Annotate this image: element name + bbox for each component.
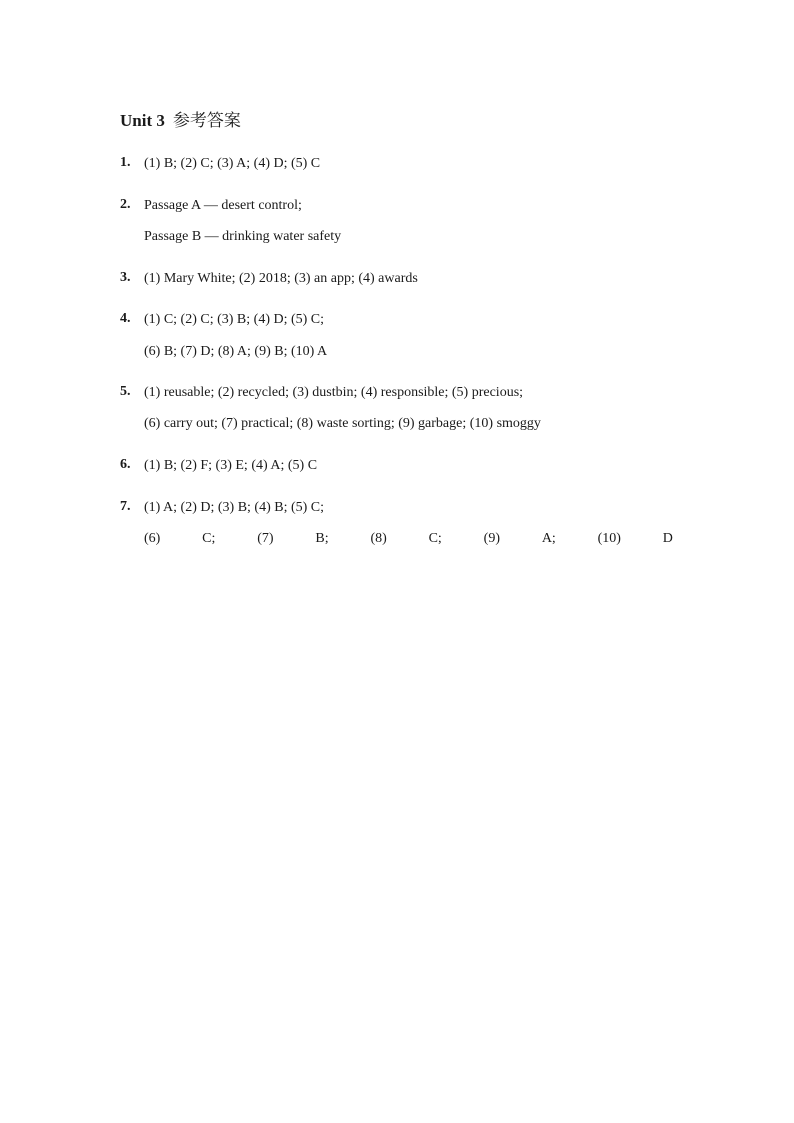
answer-token: D: [662, 531, 673, 546]
answer-line: (1) reusable; (2) recycled; (3) dustbin; (4) responsible; (5) precious;: [144, 385, 524, 400]
answer-token: (10): [597, 531, 621, 546]
answer-line: (6) carry out; (7) practical; (8) waste sorting; (9) garbage; (10) smoggy: [144, 416, 541, 431]
answer-line-justified: [144, 530, 673, 548]
answer-token: C;: [428, 531, 442, 546]
answer-token: C;: [202, 531, 216, 546]
question-number: 2.: [120, 197, 131, 212]
answer-token: (8): [370, 531, 387, 546]
answer-token: (7): [257, 531, 274, 546]
answer-token: A;: [541, 531, 556, 546]
question-number: 1.: [120, 155, 131, 170]
answer-key-label: 参考答案: [172, 111, 241, 131]
answer-line: (1) Mary White; (2) 2018; (3) an app; (4) awards: [144, 271, 418, 286]
answer-token: B;: [315, 531, 329, 546]
question-number: 7.: [120, 499, 131, 514]
answer-line: Passage A — desert control;: [144, 198, 302, 213]
answer-line: Passage B — drinking water safety: [144, 229, 342, 244]
page-title: [120, 106, 241, 131]
answer-token: (9): [483, 531, 500, 546]
answer-line: (1) C; (2) C; (3) B; (4) D; (5) C;: [144, 312, 325, 327]
answer-token: (6): [144, 531, 161, 546]
answer-line: (1) A; (2) D; (3) B; (4) B; (5) C;: [144, 500, 325, 515]
answer-line: (1) B; (2) F; (3) E; (4) A; (5) C: [144, 458, 318, 473]
question-number: 4.: [120, 311, 131, 326]
question-number: 5.: [120, 384, 131, 399]
answer-line: (1) B; (2) C; (3) A; (4) D; (5) C: [144, 156, 321, 171]
question-number: 3.: [120, 270, 131, 285]
answer-line: (6) B; (7) D; (8) A; (9) B; (10) A: [144, 344, 328, 359]
question-number: 6.: [120, 457, 131, 472]
unit-title: Unit 3: [120, 111, 165, 130]
